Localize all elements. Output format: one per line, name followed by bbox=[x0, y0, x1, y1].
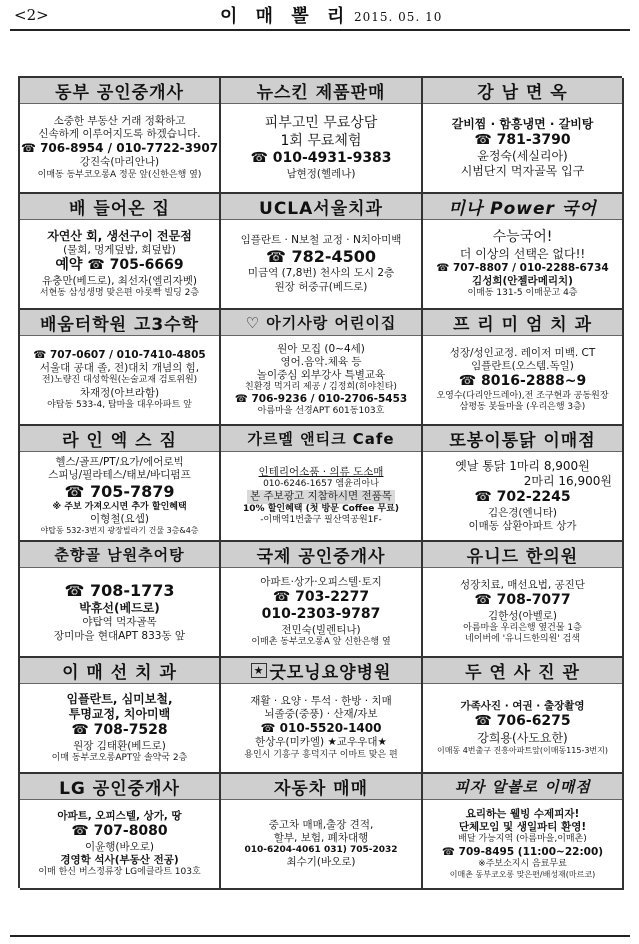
ad-line: 할부, 보험, 폐차대행 bbox=[273, 831, 369, 844]
ad-line: 피부고민 무료상담 bbox=[264, 115, 378, 132]
newsletter-title: 이 매 뽈 리 bbox=[220, 6, 351, 27]
ad-line: 단체모임 및 생일파티 환영! bbox=[458, 821, 587, 834]
page-header bbox=[0, 0, 639, 30]
ad-owner: 윤정숙(세실리아) bbox=[477, 149, 568, 164]
ad-lg-realty bbox=[20, 774, 221, 890]
ad-line: 놀이중심 외부강사 특별교육 bbox=[256, 368, 386, 381]
ad-line: ※ 주보 가져오시면 추가 할인혜택 bbox=[52, 501, 187, 512]
ad-address: 삼평동 봇들마을 (우리은행 3층) bbox=[459, 401, 586, 412]
ad-owner: 강희용(사도요한) bbox=[477, 730, 568, 745]
ad-line: 성장치료, 매선요법, 공진단 bbox=[460, 578, 585, 591]
ad-line: 인테리어소품 · 의류 도소매 bbox=[258, 466, 384, 478]
ad-title: 강 남 면 옥 bbox=[423, 78, 622, 104]
ad-premium-dental bbox=[423, 310, 624, 426]
ad-title: 프 리 미 엄 치 과 bbox=[423, 310, 622, 336]
ad-phone: ☎ 708-1773 bbox=[64, 581, 174, 601]
ad-address: 이매 한신 버스정류장 LG에클라트 103호 bbox=[38, 866, 201, 877]
ad-address: 이매 동부코오롱APT앞 솔약국 2층 bbox=[51, 752, 188, 763]
ad-address: 장미마을 현대APT 833동 앞 bbox=[53, 629, 186, 642]
ad-gangnam-myeonok bbox=[423, 78, 624, 194]
ad-line: 아파트·상가·오피스텔·토지 bbox=[260, 575, 382, 588]
ad-phone: ☎ 707-0607 / 010-7410-4805 bbox=[33, 349, 205, 362]
ad-title: 라 인 엑 스 짐 bbox=[20, 426, 219, 452]
ad-phone-mobile: 010-2303-9787 bbox=[261, 606, 381, 623]
ad-address: 용인시 기흥구 흥덕지구 이마트 맞은 편 bbox=[244, 749, 398, 760]
ad-phone: ☎ 705-7879 bbox=[64, 482, 174, 502]
ad-owner: 김은경(엔니타) bbox=[487, 506, 558, 519]
ad-gukje-realty bbox=[221, 542, 423, 658]
ad-title: 피자 알볼로 이매점 bbox=[423, 774, 622, 800]
ad-line: 수능국어! bbox=[492, 229, 553, 245]
page-number: <2> bbox=[14, 6, 49, 24]
ad-owner: 최수기(바오로) bbox=[286, 856, 356, 869]
ad-address: 이매동 삼환아파트 상가 bbox=[468, 519, 577, 532]
ad-phone: ☎ 706-9236 / 010-2706-5453 bbox=[235, 393, 407, 406]
ad-unid-oriental-clinic bbox=[423, 542, 624, 658]
goodmorning-logo-icon: ★ bbox=[251, 663, 268, 678]
ad-line: 임플란트(오스템.독일) bbox=[471, 360, 574, 372]
ad-owner: 원장 허중규(베드로) bbox=[274, 280, 368, 293]
ad-pizza-alvolo bbox=[423, 774, 624, 890]
header-rule bbox=[10, 29, 630, 31]
ad-address: 야탑동 532-3번지 광장빌라기 건물 3층&4층 bbox=[40, 526, 199, 536]
ad-owner: 김성희(안젤라메리치) bbox=[472, 274, 573, 287]
ad-owner: 원장 김태환(베드로) bbox=[73, 739, 166, 752]
ad-owner: 이형철(요셉) bbox=[90, 513, 149, 526]
ad-phone: ☎ 703-2277 bbox=[273, 589, 369, 607]
ad-phone: ☎ 781-3790 bbox=[474, 132, 570, 150]
ad-line: 투명교정, 치아미백 bbox=[68, 707, 171, 722]
ad-address: 서현동 삼성생명 맞은편 아롯빡 빌딩 2층 bbox=[39, 287, 200, 298]
ad-address: 시범단지 먹자골목 입구 bbox=[460, 164, 585, 179]
ad-title: 배움터학원 고3수학 bbox=[20, 310, 219, 336]
ad-title: 자동차 매매 bbox=[221, 774, 421, 800]
ad-phone: ☎ 702-2245 bbox=[474, 489, 570, 507]
ad-line: 서울대 공대 졸, 전)대치 개념의 힘, bbox=[39, 362, 200, 375]
ad-carmel-antique-cafe bbox=[221, 426, 423, 542]
ad-title: 이 매 선 치 과 bbox=[20, 658, 219, 684]
ad-line: 중고차 매매,출장 견적, bbox=[268, 818, 374, 831]
issue-date: 2015. 05. 10 bbox=[354, 10, 443, 24]
ad-line: (물회, 멍게덮밥, 회덮밥) bbox=[63, 244, 176, 256]
ad-nuskin bbox=[221, 78, 423, 194]
ad-linex-gym bbox=[20, 426, 221, 542]
ad-phone: ☎ 706-6275 bbox=[474, 713, 570, 731]
ad-address: -이매역1번출구 필산역공원1F- bbox=[260, 514, 382, 525]
ad-phone: ☎ 8016-2888~9 bbox=[459, 373, 587, 391]
ad-owner: 오영수(다리안드레아),전 조구현과 공동원장 bbox=[436, 390, 609, 401]
ad-address: 이매동 4번출구 진흥아파트앞(이매동115-3번지) bbox=[436, 745, 609, 755]
ad-title: 국제 공인중개사 bbox=[221, 542, 421, 568]
ad-owner: 전민숙(빌렌티나) bbox=[281, 623, 361, 636]
ad-line: 경영학 석사(부동산 전공) bbox=[60, 853, 179, 866]
ad-title: 또봉이통닭 이매점 bbox=[423, 426, 622, 452]
ad-line: 더 이상의 선택은 없다!! bbox=[459, 246, 586, 261]
ad-line: 뇌졸중(중풍) · 산재/자보 bbox=[264, 708, 378, 721]
ad-line: 10% 할인혜택 (첫 방문 Coffee 무료) bbox=[243, 503, 399, 514]
ad-line: 1회 무료체험 bbox=[280, 132, 362, 149]
ad-phone: ☎ 707-8080 bbox=[71, 823, 167, 841]
ad-line: 자연산 회, 생선구이 전문점 bbox=[47, 229, 192, 243]
footer-rule bbox=[10, 935, 630, 937]
ad-title: 유니드 한의원 bbox=[423, 542, 622, 568]
ad-phone: ☎ 010-4931-9383 bbox=[250, 150, 391, 168]
ad-phone: ☎ 708-7528 bbox=[71, 722, 167, 740]
ad-goodmorning-nursing-hospital bbox=[221, 658, 423, 774]
ad-title: 뉴스킨 제품판매 bbox=[221, 78, 421, 104]
ad-ucla-dental bbox=[221, 194, 423, 310]
ad-title: 배 들어온 집 bbox=[20, 194, 219, 220]
ad-dongbu-realty bbox=[20, 78, 221, 194]
ad-line: 옛날 통닭 1마리 8,900원 bbox=[455, 459, 590, 474]
ad-phone: ☎ 709-8495 (11:00~22:00) bbox=[442, 846, 603, 859]
ad-phone: ☎ 782-4500 bbox=[266, 247, 376, 267]
ad-phone: ☎ 010-5520-1400 bbox=[261, 721, 382, 736]
ad-title: 두 연 사 진 관 bbox=[423, 658, 622, 684]
ad-line: 본 주보광고 지참하시면 전품목 bbox=[247, 490, 395, 503]
ad-phone: ☎ 705-6669 bbox=[87, 257, 183, 273]
ad-ttobongi-chicken bbox=[423, 426, 624, 542]
ad-title: 가르멜 앤티크 Cafe bbox=[221, 426, 421, 452]
ad-duyeon-photo-studio bbox=[423, 658, 624, 774]
ad-line: 원아 모집 (0~4세) bbox=[277, 342, 365, 355]
ad-phone: ☎ 708-7077 bbox=[474, 592, 570, 610]
ad-line: 네이버에 '유니드한의원' 검색 bbox=[465, 633, 580, 644]
ad-line: 가족사진 · 여권 · 출장촬영 bbox=[460, 700, 585, 713]
ad-address: 이매동 131-5 이매문고 4층 bbox=[467, 287, 578, 298]
ad-address: 이매촌 동부코오롱 맞은편/배성재(마르코) bbox=[449, 869, 596, 879]
ad-line: 야탑역 먹자골목 bbox=[82, 616, 157, 629]
ad-title: ♡ 아기사랑 어린이집 bbox=[221, 310, 421, 336]
ad-phone: ☎ 707-8807 / 010-2288-6734 bbox=[436, 262, 608, 275]
ad-used-car-sales bbox=[221, 774, 423, 890]
ad-owner: 남현정(헬레나) bbox=[286, 167, 356, 180]
ad-title: LG 공인중개사 bbox=[20, 774, 219, 800]
ad-address: 야탑동 533-4, 탑마을 대우아파트 앞 bbox=[47, 399, 192, 410]
ad-title: 미나 Power 국어 bbox=[423, 194, 622, 220]
ad-owner: 한상우(미카엘) ★교우우대★ bbox=[255, 736, 387, 749]
ad-owner: 강진숙(마리안나) bbox=[79, 156, 160, 169]
ad-line: 영어.음악.체육 등 bbox=[280, 355, 362, 368]
ad-line: 임플란트 · N보철 교정 · N치아미백 bbox=[240, 234, 402, 247]
ad-line: 신속하게 이루어지도록 하겠습니다. bbox=[38, 128, 201, 141]
ad-line: ※주보소지시 음료무료 bbox=[478, 858, 567, 869]
ad-line: 아파트, 오피스텔, 상가, 땅 bbox=[57, 809, 182, 822]
ad-phone: 010-6246-1657 엠윤리아나 bbox=[263, 479, 379, 490]
ad-line: 소중한 부동산 거래 정확하고 bbox=[53, 115, 186, 128]
ad-phone: 010-6204-4061 031) 705-2032 bbox=[244, 844, 398, 855]
ad-owner: 김한성(아벨로) bbox=[487, 609, 558, 622]
ad-chunhyanggol-chueotang bbox=[20, 542, 221, 658]
ad-line: 2마리 16,900원 bbox=[523, 474, 612, 489]
ad-title: ★ 굿모닝요양병원 bbox=[221, 658, 421, 684]
ad-line: 임플란트, 심미보철, bbox=[66, 692, 173, 707]
ad-agisarang-daycare bbox=[221, 310, 423, 426]
ad-owner: 이윤행(바오로) bbox=[84, 840, 155, 853]
ad-line: 스피닝/필라테스/태보/바디펌프 bbox=[48, 468, 191, 481]
ad-imaesun-dental bbox=[20, 658, 221, 774]
ad-reserve-label: 예약 bbox=[55, 257, 83, 274]
ad-line: 성장/성인교정. 레이저 미백. CT bbox=[449, 346, 596, 359]
ad-mina-power-korean bbox=[423, 194, 624, 310]
ad-line: 배달 가능지역 (아름마을,이매촌) bbox=[458, 834, 587, 845]
ad-line: 요리하는 웰빙 수제피자! bbox=[465, 808, 580, 821]
ad-phone: ☎ 706-8954 / 010-7722-3907 bbox=[21, 141, 218, 156]
ad-address: 미금역 (7,8번) 천사의 도시 2층 bbox=[247, 267, 395, 280]
ad-address: 이매동 동부코오롱A 정문 앞(신한은행 옆) bbox=[37, 169, 202, 180]
ad-baeumteo-academy bbox=[20, 310, 221, 426]
ad-line: 헬스/골프/PT/요가/에어로빅 bbox=[55, 455, 184, 468]
ad-owner: 유충만(베드로), 최선자(엘리자벳) bbox=[42, 274, 197, 287]
ad-line: 재활 · 요양 · 투석 · 한방 · 치매 bbox=[250, 695, 392, 708]
ad-grid bbox=[18, 76, 622, 888]
ad-title: 동부 공인중개사 bbox=[20, 78, 219, 104]
ad-title: 춘향골 남원추어탕 bbox=[20, 542, 219, 568]
ad-address: 아름마을 우리은행 옆건물 1층 bbox=[463, 622, 582, 633]
ad-line: 친환경 먹거리 제공 / 김정희(히야친타) bbox=[245, 381, 397, 392]
ad-address: 아름마을 선경APT 601동103호 bbox=[257, 406, 385, 417]
ad-title: UCLA서울치과 bbox=[221, 194, 421, 220]
ad-address: 이매촌 동부코오롱A 앞 신한은행 옆 bbox=[251, 637, 391, 647]
ad-line: 전)노량진 대성학원(논술교재 검토위원) bbox=[41, 375, 198, 386]
ad-line: 갈비찜 · 함흥냉면 · 갈비탕 bbox=[451, 116, 594, 131]
ad-owner: 차재정(아브라함) bbox=[79, 386, 160, 399]
ad-bae-restaurant bbox=[20, 194, 221, 310]
ad-owner: 박휴선(베드로) bbox=[79, 601, 160, 616]
